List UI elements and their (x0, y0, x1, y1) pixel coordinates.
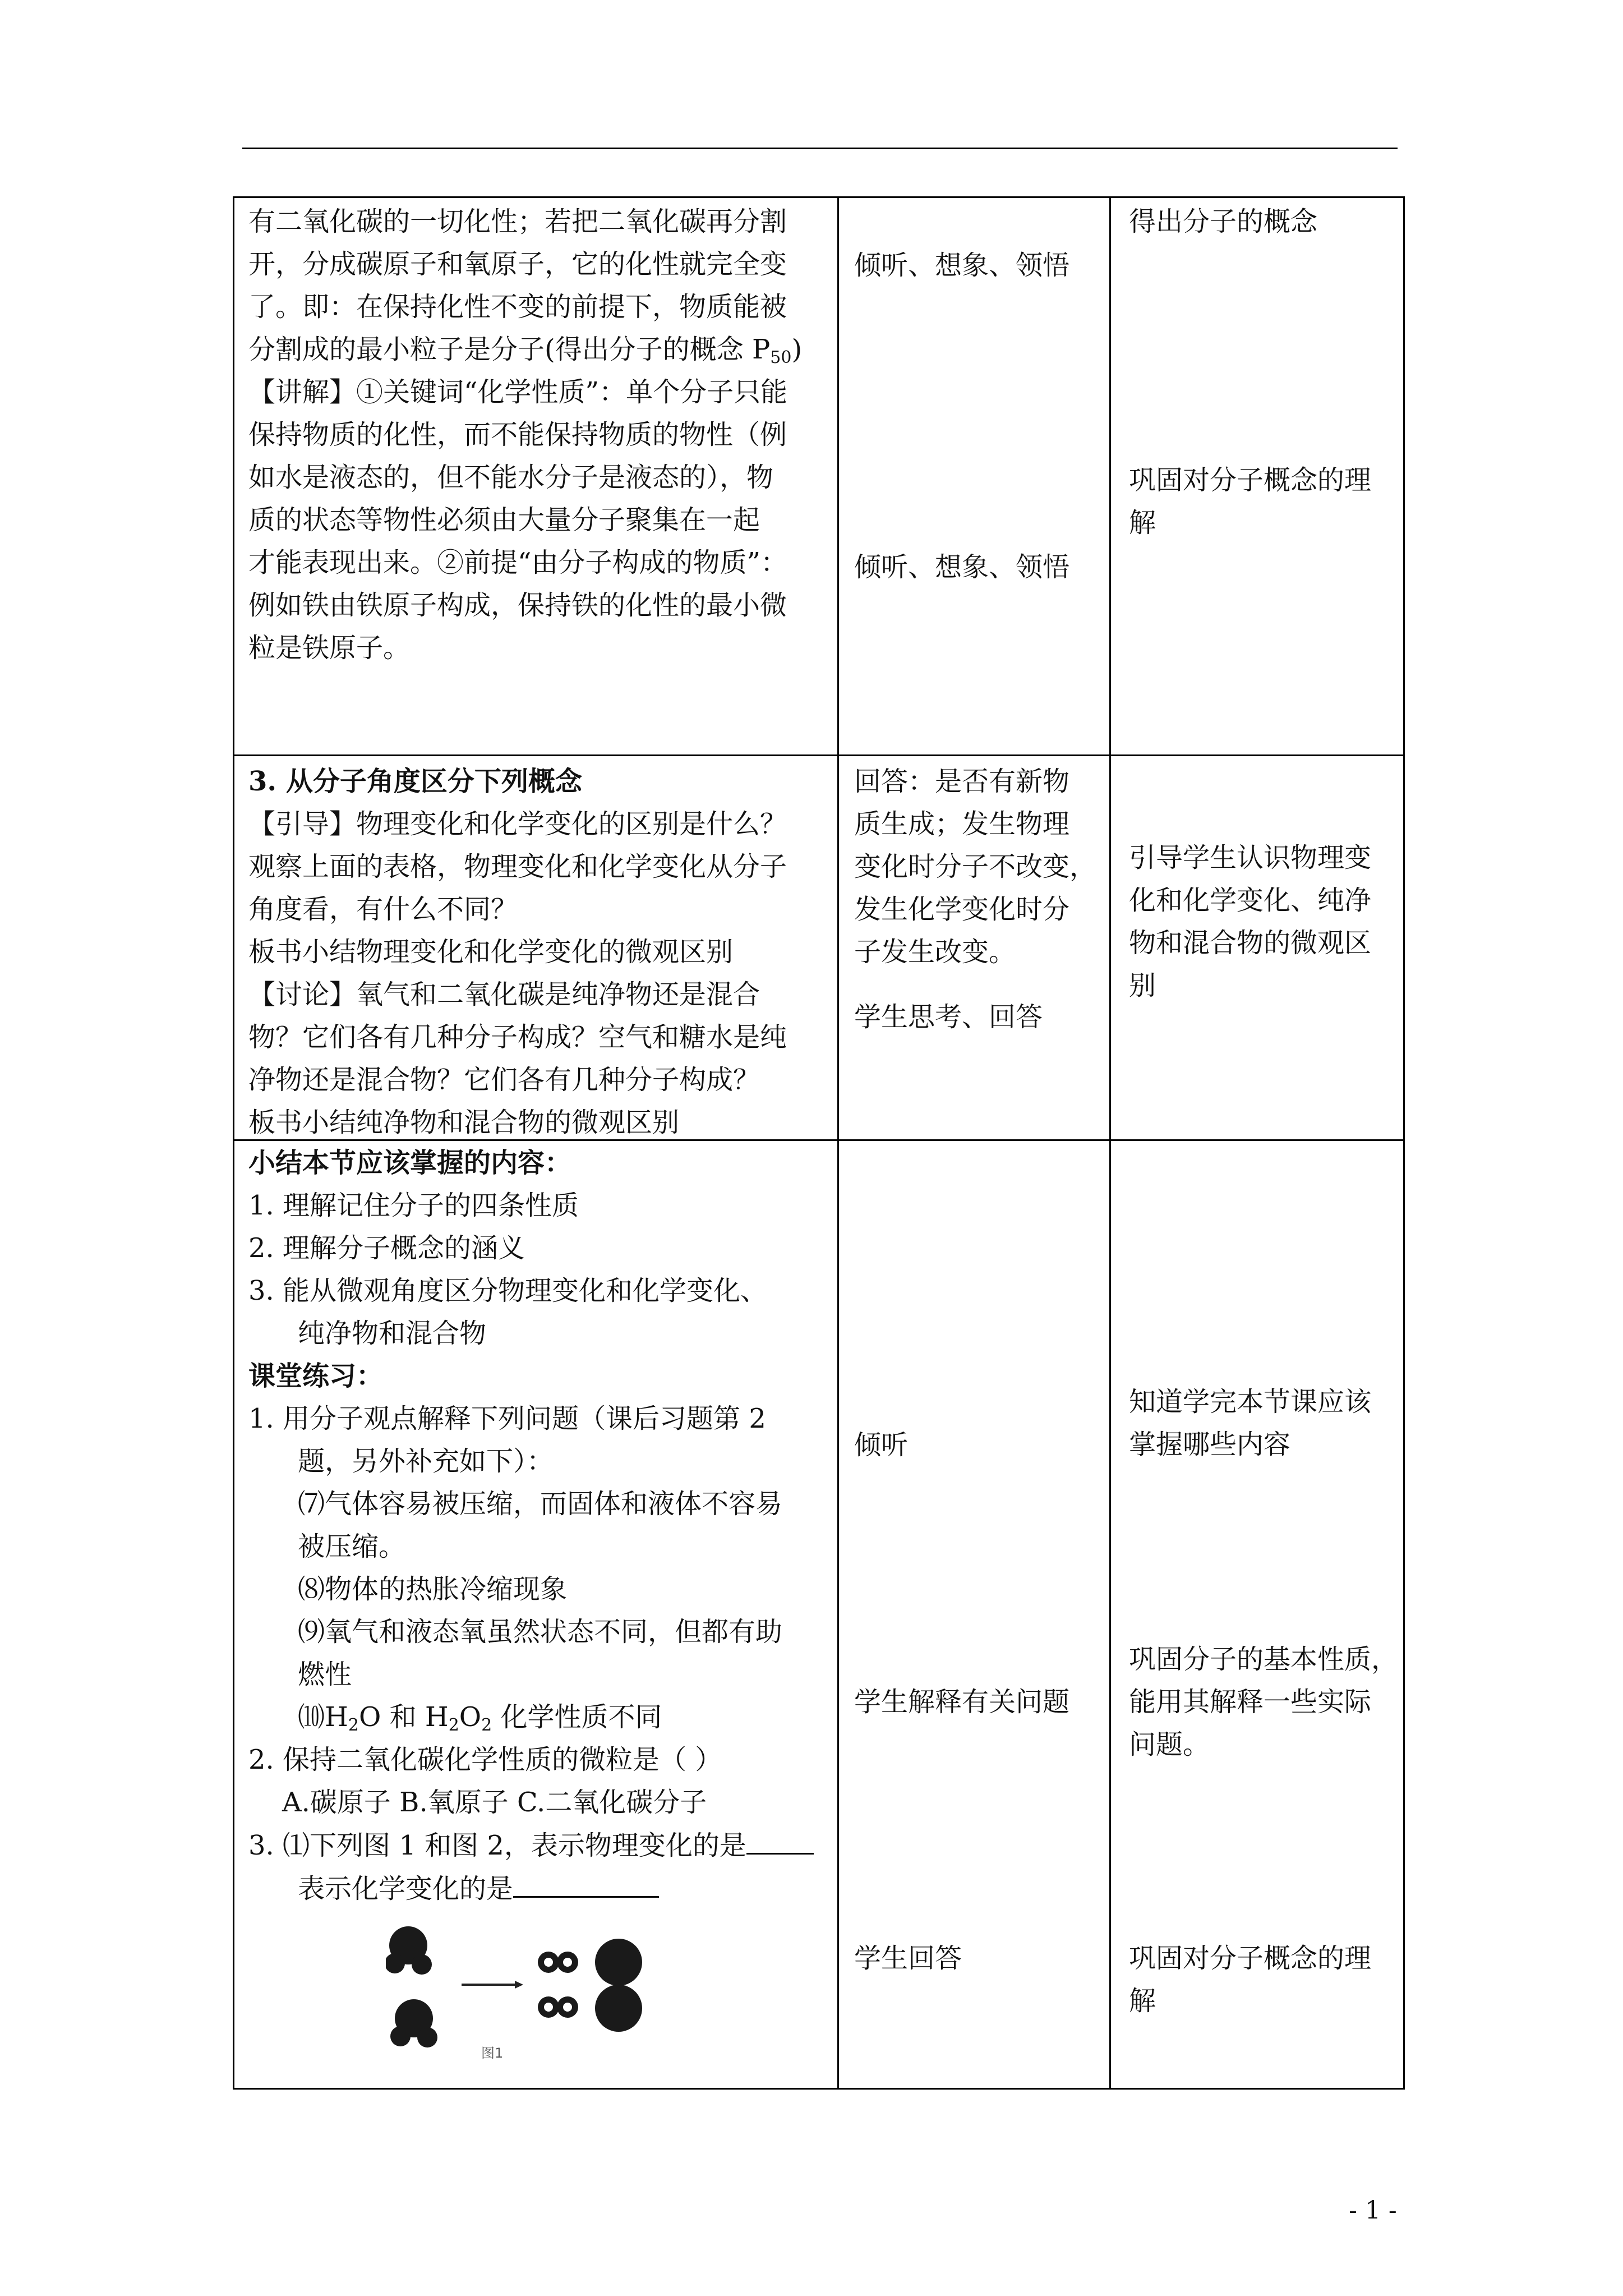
row3-student-activity-a: 倾听 (854, 1429, 909, 1461)
summary-heading: 小结本节应该掌握的内容： (248, 1147, 572, 1179)
hydrogen-molecule-icon (538, 1952, 578, 1973)
row2-student-activity-a: 回答：是否有新物 质生成；发生物理 变化时分子不改变， 发生化学变化时分 子发生改变。 (854, 766, 1097, 968)
row3-student-activity-c: 学生回答 (854, 1943, 962, 1974)
column-divider (1109, 198, 1111, 2088)
arrow-icon (462, 1981, 523, 1989)
column-divider (837, 198, 839, 2088)
row2-student-activity-b: 学生思考、回答 (854, 1001, 1043, 1033)
section-heading: 3. 从分子角度区分下列概念 (248, 766, 582, 797)
oxygen-molecule-icon (595, 1939, 642, 2032)
water-molecule-icon (386, 1926, 432, 1975)
row2-content-cell: 3. 从分子角度区分下列概念 【引导】物理变化和化学变化的区别是什么？ 观察上面的表格，物理变化和化学变化从分子 角度看，有什么不同？ 板书小结物理变化和化学变化的微观区别 【讨论】氧气和二氧化碳是纯净物还是混合 物？它们各有几种分子构成？空气和糖水是纯 净物还是混合物？它们各有几种分子构成？ 板书小结纯净物和混合物的微观区别 (248, 760, 834, 1144)
row1-intent-b: 巩固对分子概念的理 解 (1129, 464, 1372, 539)
row3-intent-c: 巩固对分子概念的理 解 (1129, 1943, 1372, 2017)
molecule-figure (386, 1917, 677, 2063)
row1-intent-a: 得出分子的概念 (1129, 206, 1318, 237)
practice-heading: 课堂练习： (248, 1360, 384, 1392)
page-number: - 1 - (1349, 2196, 1397, 2225)
row2-intent: 引导学生认识物理变 化和化学变化、纯净 物和混合物的微观区 别 (1129, 842, 1372, 1001)
row3-student-activity-b: 学生解释有关问题 (854, 1686, 1070, 1718)
water-molecule-icon (390, 1999, 437, 2047)
hydrogen-molecule-icon (538, 1996, 578, 2018)
formula-line: $⑽H_2O$ 和 $H_2O_2$ 化学性质不同 (298, 1701, 662, 1735)
answer-blank (746, 1824, 814, 1855)
figure-label: 图1 (481, 2045, 504, 2061)
row-divider (234, 754, 1403, 756)
row1-content-cell: 有二氧化碳的一切化性；若把二氧化碳再分割 开，分成碳原子和氧原子，它的化性就完全变 了。即：在保持化性不变的前提下，物质能被 分割成的最小粒子是分子(得出分子的概念 $P_{50}$) 【讲解】①关键词“化学性质”：单个分子只能 保持物质的化性，而不能保持物质的物性（例 如水是液态的，但不能水分子是液态的），物 质的状态等物性必须由大量分子聚集在一起 才能表现出来。②前提“由分子构成的物质”： 例如铁由铁原子构成，保持铁的化性的最小微 粒是铁原子。 (248, 206, 803, 664)
lesson-table (233, 196, 1405, 2090)
row1-student-activity-b: 倾听、想象、领悟 (854, 551, 1070, 583)
row3-intent-b: 巩固分子的基本性质， 能用其解释一些实际 问题。 (1129, 1644, 1399, 1760)
row3-intent-a: 知道学完本节课应该 掌握哪些内容 (1129, 1386, 1372, 1460)
answer-blank (513, 1867, 659, 1898)
header-rule (242, 148, 1398, 149)
row3-content-cell: 小结本节应该掌握的内容： 1. 理解记住分子的四条性质 2. 理解分子概念的涵义 3. 能从微观角度区分物理变化和化学变化、 纯净物和混合物 课堂练习： 1. 用分子观点解释下列问题（课后习题第 2 题，另外补充如下）： ⑺气体容易被压缩，而固体和液体不容易 被压缩。 ⑻物体的热胀冷缩现象 ⑼氧气和液态氧虽然状态不同，但都有助 燃性 $⑽H_2O$ 和 $H_2O_2$ 化学性质不同 2. 保持二氧化碳化学性质的微粒是（ ） A.碳原子 B.氧原子 C.二氧化碳分子 3. ⑴下列图 1 和图 2，表示物理变化的是 表示化学变化的是 (248, 1142, 834, 1910)
row1-student-activity-a: 倾听、想象、领悟 (854, 250, 1070, 281)
